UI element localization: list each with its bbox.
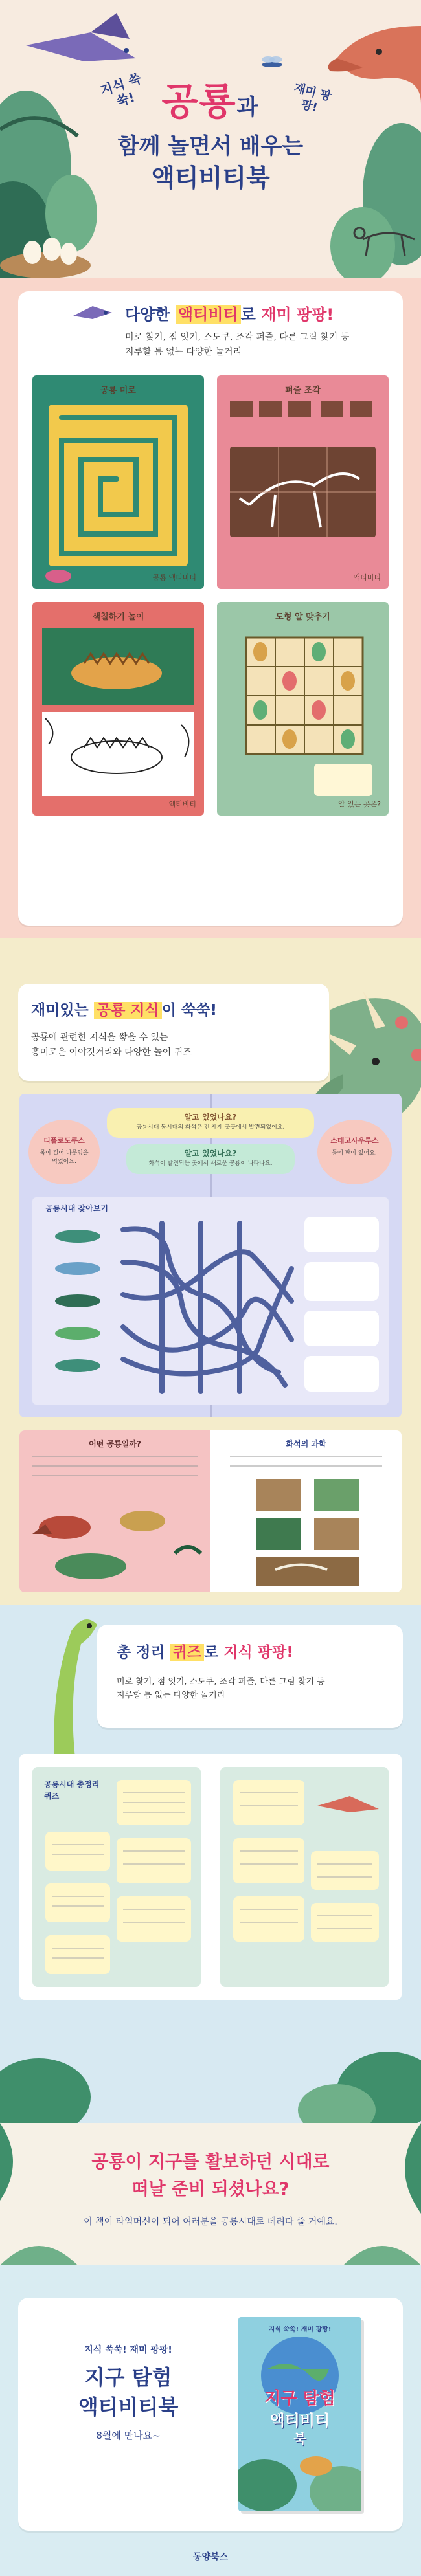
section1-heading-post: 재미 팡팡! bbox=[261, 305, 334, 324]
section1-desc bbox=[125, 330, 349, 360]
quiz-left-page bbox=[19, 1430, 210, 1592]
quiz-foliage bbox=[0, 2045, 421, 2123]
fact-bubble-3-title: 디플로도쿠스 bbox=[43, 1137, 85, 1145]
pterosaur-icon bbox=[70, 296, 115, 329]
fact-bubble-3-text: 목이 길어 나뭇잎을 먹었어요. bbox=[40, 1150, 89, 1165]
activities-card bbox=[18, 291, 403, 926]
quiz-header-card bbox=[97, 1625, 403, 1728]
panel-eggs-foot: 알 있는 곳은? bbox=[338, 800, 381, 808]
section1-desc-line1: 미로 찾기, 점 잇기, 스도쿠, 조각 퍼즐, 다른 그림 찾기 등 bbox=[125, 332, 350, 342]
section1-desc-line2: 지루할 틈 없는 다양한 놀거리 bbox=[125, 347, 242, 358]
quiz-title: 공룡시대 총정리 퀴즈 bbox=[44, 1780, 100, 1801]
quiz-dinos-illustration bbox=[19, 1430, 210, 1592]
next-book-title2: 액티비티북 bbox=[78, 2395, 179, 2419]
panel-maze-foot: 공룡 액티비티 bbox=[152, 573, 196, 582]
cover-tag: 지식 쑥쑥! 재미 팡팡! bbox=[268, 2326, 332, 2333]
panel-coloring-foot: 액티비티 bbox=[168, 800, 196, 808]
section3-heading-mid: 로 bbox=[204, 1644, 224, 1661]
panel-puzzle-label: 퍼즐 조각 bbox=[285, 386, 321, 395]
section2-desc-line1: 공룡에 관련한 지식을 쌓을 수 있는 bbox=[31, 1032, 168, 1043]
section-activities bbox=[0, 278, 421, 938]
fact-bubble-2 bbox=[126, 1144, 295, 1174]
next-book-info bbox=[44, 2343, 212, 2442]
knowledge-spread bbox=[19, 1094, 402, 1417]
section3-desc bbox=[117, 1675, 325, 1703]
quiz-spread bbox=[19, 1430, 402, 1592]
section2-heading bbox=[31, 998, 217, 1019]
section3-heading-highlight: 퀴즈 bbox=[170, 1644, 204, 1661]
invite-line1: 공룡이 지구를 활보하던 시대로 bbox=[91, 2152, 330, 2172]
section3-desc-line1: 미로 찾기, 점 잇기, 스도쿠, 조각 퍼즐, 다른 그림 찾기 등 bbox=[117, 1677, 325, 1687]
invite-line2: 떠날 준비 되셨나요? bbox=[131, 2179, 290, 2199]
fact-bubble-1-title: 알고 있었나요? bbox=[184, 1113, 237, 1122]
quiz-left-title: 어떤 공룡일까? bbox=[89, 1439, 141, 1449]
quiz-right-title: 화석의 과학 bbox=[286, 1439, 326, 1449]
section-quiz bbox=[0, 1605, 421, 2123]
knowledge-header-card bbox=[18, 984, 329, 1081]
section1-heading bbox=[125, 302, 334, 324]
main-title-particle: 과 bbox=[236, 94, 260, 120]
tag-left: 지식 쑥쑥! bbox=[98, 71, 143, 110]
main-title bbox=[0, 71, 421, 126]
section2-heading-highlight: 공룡 지식 bbox=[94, 1002, 162, 1019]
next-book-card bbox=[18, 2298, 403, 2531]
coloring-illustration bbox=[32, 602, 204, 816]
next-book-title1: 지구 탐험 bbox=[84, 2365, 172, 2390]
section3-desc-line2: 지루할 틈 없는 다양한 놀거리 bbox=[117, 1691, 225, 1701]
cover-title2: 액티비티 bbox=[269, 2412, 330, 2430]
fact-bubble-3 bbox=[28, 1120, 100, 1184]
fossil-illustration bbox=[210, 1430, 402, 1592]
next-book-cover bbox=[238, 2317, 361, 2511]
section1-heading-highlight: 액티비티 bbox=[176, 305, 241, 324]
panel-puzzle bbox=[217, 375, 389, 589]
fact-bubble-1-text: 공룡시대 동시대의 화석은 전 세계 곳곳에서 발견되었어요. bbox=[136, 1124, 285, 1131]
cover-title1: 지구 탐험 bbox=[264, 2389, 336, 2408]
section2-desc bbox=[31, 1030, 192, 1060]
fact-bubble-1 bbox=[107, 1108, 314, 1138]
fact-bubble-2-text: 화석이 발견되는 곳에서 새로운 공룡이 나타나요. bbox=[148, 1160, 273, 1167]
quiz-left-content bbox=[32, 1767, 201, 1987]
publisher-name: 동양북스 bbox=[192, 2552, 229, 2562]
eggs-illustration bbox=[217, 602, 389, 816]
section3-heading bbox=[117, 1640, 293, 1661]
fact-bubble-4 bbox=[317, 1120, 392, 1184]
section1-heading-mid: 로 bbox=[240, 305, 262, 324]
title-line2: 함께 놀면서 배우는 bbox=[117, 133, 304, 159]
section-invite bbox=[0, 2123, 421, 2265]
next-book-coming: 8월에 만나요~ bbox=[96, 2430, 161, 2441]
maze-label: 공룡시대 찾아보기 bbox=[45, 1204, 108, 1213]
cover-title3: 북 bbox=[293, 2431, 306, 2447]
fact-bubble-2-title: 알고 있었나요? bbox=[184, 1149, 237, 1158]
panel-eggs bbox=[217, 602, 389, 816]
title-line3: 액티비티북 bbox=[151, 164, 270, 192]
section2-desc-line2: 흥미로운 이야깃거리와 다양한 놀이 퀴즈 bbox=[31, 1047, 192, 1058]
panel-maze bbox=[32, 375, 204, 589]
tag-right: 재미 팡팡! bbox=[292, 81, 333, 115]
section-knowledge bbox=[0, 938, 421, 1605]
section3-heading-post: 지식 팡팡! bbox=[223, 1644, 293, 1661]
panel-coloring bbox=[32, 602, 204, 816]
quiz-right-page bbox=[210, 1430, 402, 1592]
fact-bubble-4-text: 등에 판이 있어요. bbox=[332, 1150, 377, 1157]
panel-puzzle-foot: 액티비티 bbox=[353, 573, 381, 582]
quiz-page-right bbox=[220, 1767, 389, 1987]
dino-maze-illustration bbox=[32, 1197, 389, 1405]
quiz-page-left bbox=[32, 1767, 201, 1987]
publisher-logo bbox=[0, 2550, 421, 2563]
puzzle-illustration bbox=[217, 375, 389, 589]
maze-area bbox=[32, 1197, 389, 1405]
section1-heading-pre: 다양한 bbox=[125, 305, 176, 324]
section3-heading-pre: 총 정리 bbox=[117, 1644, 170, 1661]
header-banner bbox=[0, 0, 421, 278]
panel-coloring-label: 색칠하기 놀이 bbox=[92, 612, 144, 622]
section2-heading-pre: 재미있는 bbox=[31, 1002, 94, 1019]
maze-illustration bbox=[32, 375, 204, 589]
fact-bubble-4-title: 스테고사우루스 bbox=[330, 1137, 379, 1145]
next-book-tag: 지식 쑥쑥! 재미 팡팡! bbox=[84, 2345, 172, 2355]
main-title-text: 공룡 bbox=[161, 80, 237, 124]
panel-maze-label: 공룡 미로 bbox=[100, 386, 136, 395]
invite-sub: 이 책이 타임머신이 되어 여러분을 공룡시대로 데려다 줄 거예요. bbox=[84, 2217, 337, 2227]
quiz-pages bbox=[19, 1754, 402, 2000]
quiz-right-content bbox=[220, 1767, 389, 1987]
section-next-book bbox=[0, 2265, 421, 2576]
panel-eggs-label: 도형 알 맞추기 bbox=[275, 612, 330, 622]
section2-heading-post: 이 쑥쑥! bbox=[161, 1002, 217, 1019]
